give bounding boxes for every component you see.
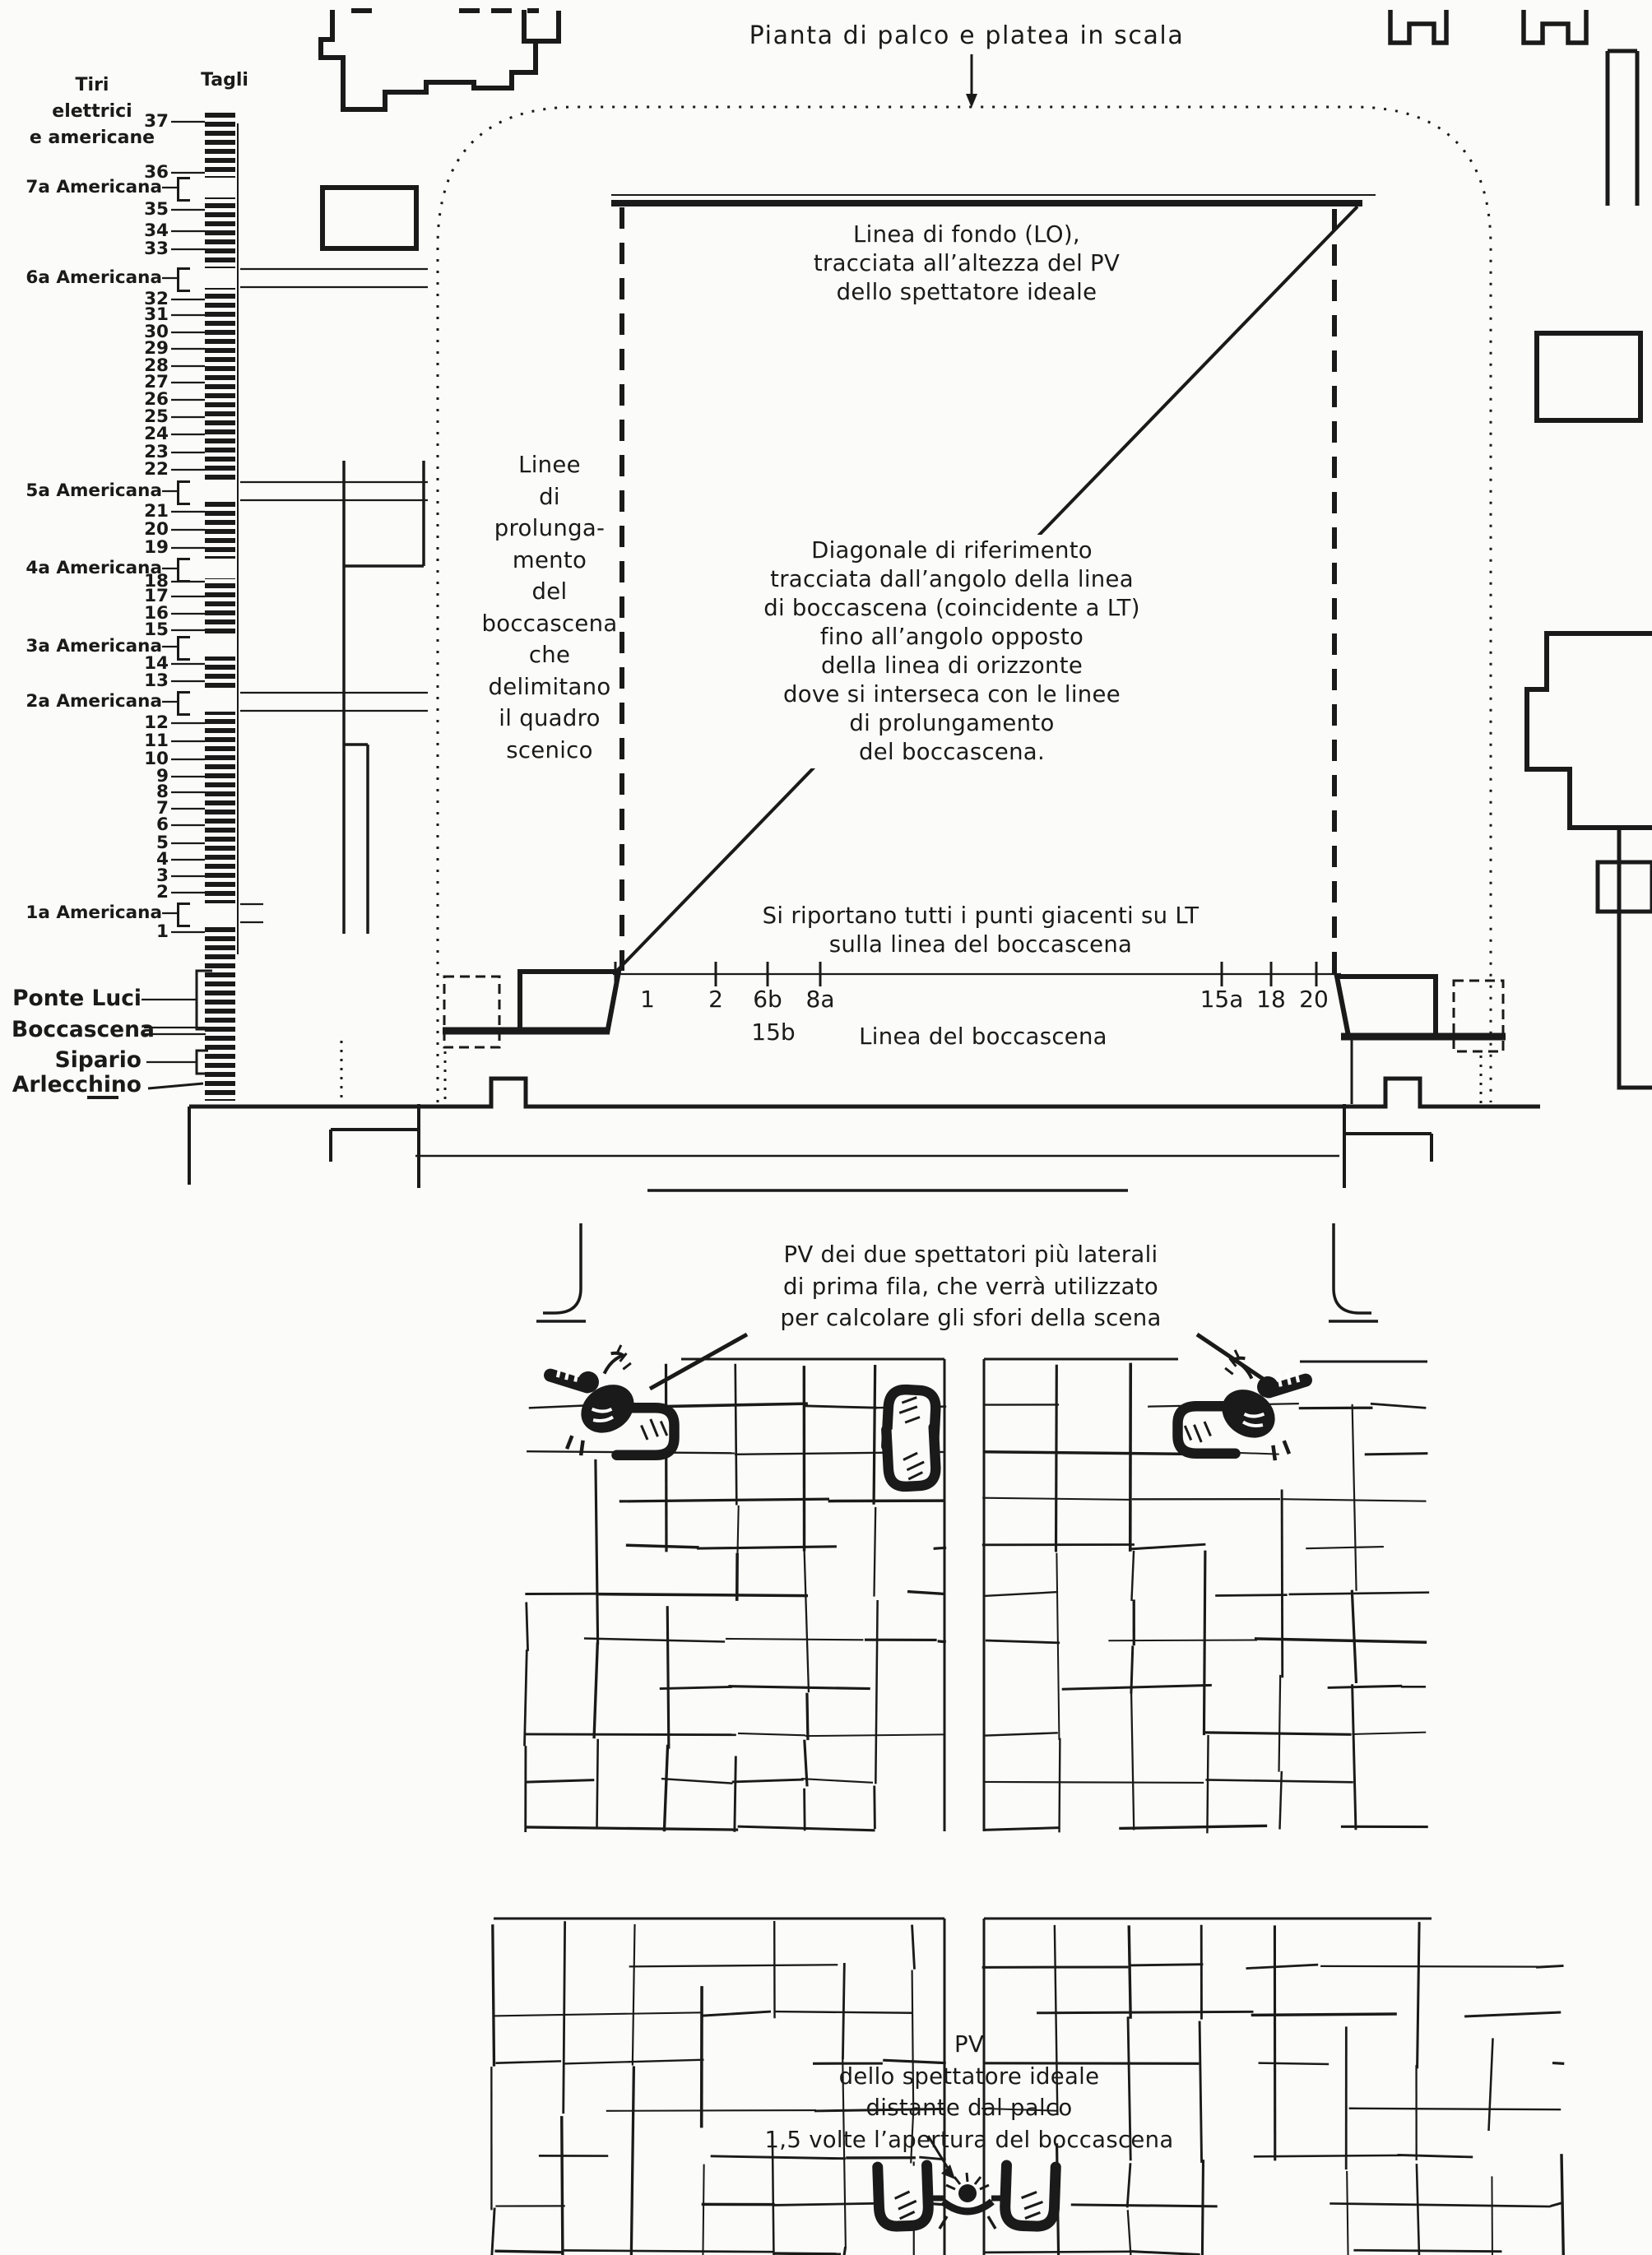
americana-bracket [177,267,190,292]
fly-bar-number: 37 [144,111,169,132]
fly-bar-number: 14 [144,653,169,674]
fly-bottom-label: Arlecchino [12,1072,142,1097]
text-line: tracciata all’altezza del PV [813,250,1121,276]
fly-bar-number: 23 [144,442,169,462]
text-line: dove si interseca con le linee [783,681,1121,708]
fly-header-tagli: Tagli [201,70,248,90]
text-line: elettrici [52,101,132,122]
text-line: dello spettatore ideale [838,2062,1100,2090]
americana-bracket [177,691,190,716]
label-linea-di-fondo [765,220,1168,307]
fly-bar-number: 2 [156,882,169,902]
label-pv-ideale [689,2029,1249,2155]
fly-bar-number: 18 [144,571,169,592]
text-line: e americane [29,128,155,148]
fly-bar-number: 24 [144,424,169,444]
fly-bar-number: 17 [144,586,169,606]
lt-point-label: 1 [640,986,655,1013]
fly-bar-number: 10 [144,749,169,769]
text-line: distante dal palco [865,2095,1073,2121]
label-pv-laterali [665,1239,1277,1334]
fly-bottom-label: Ponte Luci [12,986,142,1011]
americana-label: 6a Americana [26,267,162,288]
label-diagonale [706,535,1198,768]
text-line: di boccascena (coincidente a LT) [763,595,1140,621]
fly-bar-number: 32 [144,289,169,309]
fly-bar-number: 30 [144,322,169,342]
fly-bar-number: 4 [156,849,169,870]
fly-bar-number: 12 [144,712,169,733]
text-line: delimitano [488,673,611,700]
fly-bar-number: 29 [144,338,169,359]
text-line: della linea di orizzonte [820,652,1084,679]
americana-label: 4a Americana [26,558,162,578]
text-line: per calcolare gli sfori della scena [780,1305,1162,1331]
americana-bracket [177,558,190,582]
fly-bar-number: 22 [144,459,169,480]
text-line: tracciata dall’angolo della linea [770,566,1134,592]
text-line: di prima fila, che verrà utilizzato [782,1273,1158,1300]
text-line: Linee [518,452,581,478]
fly-bar-number: 3 [156,865,169,886]
fly-bottom-label: Sipario [54,1047,142,1073]
fly-bar-number: 7 [156,798,169,819]
text-line: sulla linea del boccascena [828,931,1133,958]
text-line: boccascena [481,610,618,637]
label-linea-boccascena: Linea del boccascena [859,1023,1107,1050]
label-si-riportano [683,902,1278,959]
text-line: Si riportano tutti i punti giacenti su LT [762,902,1200,929]
text-line: Linea di fondo (LO), [853,221,1080,248]
text-line: che [528,642,571,668]
text-line: mento [512,546,587,573]
text-line: di [539,483,560,510]
lt-point-label: 18 [1256,986,1286,1013]
fly-bottom-label: Boccascena [12,1017,155,1042]
fly-bar-number: 19 [144,537,169,558]
americana-label: 2a Americana [26,691,162,712]
text-line: Diagonale di riferimento [811,537,1093,564]
text-line: PV dei due spettatori più laterali [783,1241,1158,1268]
fly-bar-number: 26 [144,389,169,410]
text-line: del [531,578,568,605]
fly-bar-number: 33 [144,239,169,259]
americana-label: 3a Americana [26,636,162,657]
text-line: di prolungamento [849,710,1055,736]
text-line: dello spettatore ideale [836,279,1097,305]
lt-point-label: 15a [1200,986,1244,1013]
page-title: Pianta di palco e platea in scala [749,21,1185,50]
americana-bracket [177,177,190,202]
fly-bar-number: 27 [144,372,169,392]
lt-point-label: 8a [805,986,835,1013]
americana-bracket [177,902,190,927]
fly-bar-number: 1 [156,921,169,942]
americana-label: 7a Americana [26,177,162,197]
lt-point-label: 20 [1299,986,1329,1013]
americana-bracket [177,636,190,661]
fly-bar-number: 35 [144,199,169,220]
text-line: fino all’angolo opposto [819,624,1084,650]
lt-point-label: 6b [753,986,782,1013]
fly-bar-number: 16 [144,603,169,624]
americana-label: 5a Americana [26,480,162,501]
fly-bar-number: 11 [144,731,169,751]
text-line: 1,5 volte l’apertura del boccascena [764,2126,1174,2153]
fly-bar-number: 20 [144,519,169,540]
americana-label: 1a Americana [26,902,162,923]
text-line: PV [954,2031,984,2058]
fly-bar-number: 13 [144,670,169,691]
fly-bar-number: 28 [144,355,169,376]
lt-point-label: 15b [751,1018,796,1046]
fly-bar-number: 36 [144,162,169,183]
text-line: il quadro [499,705,601,731]
fly-bar-number: 21 [144,501,169,522]
text-line: del boccascena. [858,739,1046,765]
label-linee-prolungamento [451,449,648,766]
text-line: scenico [506,736,593,763]
text-line: prolunga- [494,515,606,541]
fly-bar-number: 8 [156,782,169,802]
fly-bar-number: 15 [144,619,169,640]
text-line: Tiri [75,75,109,95]
fly-bar-number: 9 [156,766,169,786]
fly-bar-number: 31 [144,304,169,325]
americana-bracket [177,480,190,505]
fly-bar-number: 25 [144,406,169,427]
lt-point-label: 2 [708,986,723,1013]
fly-bar-number: 34 [144,220,169,241]
fly-bar-number: 6 [156,814,169,835]
fly-bar-number: 5 [156,833,169,853]
